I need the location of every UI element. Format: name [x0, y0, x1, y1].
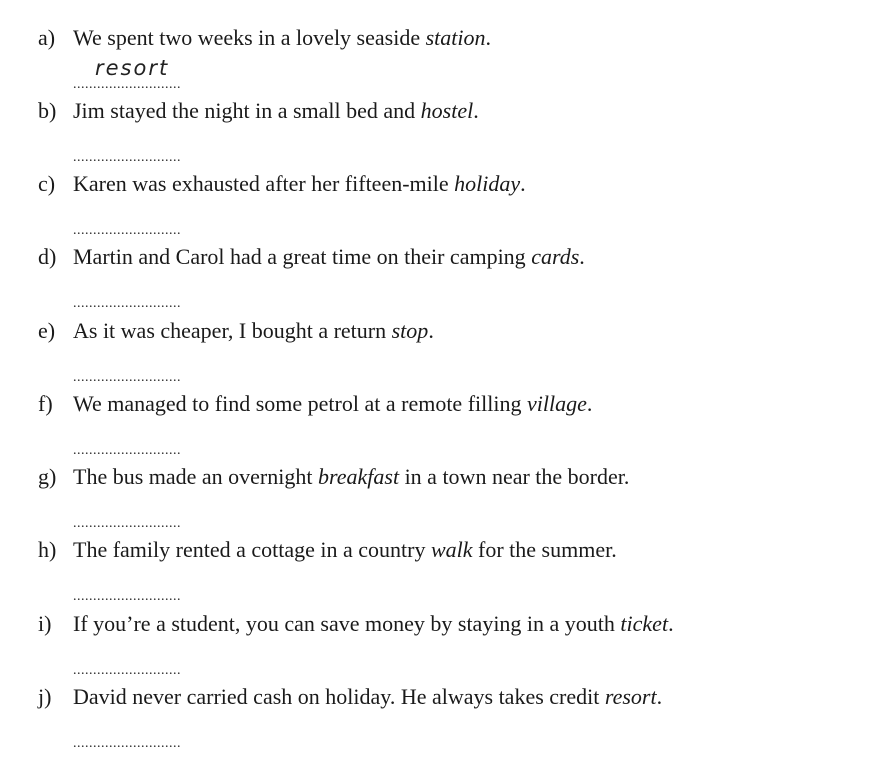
dotted-line: ........................... [73, 443, 181, 458]
item-letter: b) [38, 98, 57, 123]
sentence-row [38, 388, 858, 420]
sentence-before: We spent two weeks in a lovely seaside [73, 25, 426, 50]
sentence-row [38, 168, 858, 200]
exercise-item-g [38, 461, 858, 531]
answer-line[interactable] [73, 648, 243, 678]
incorrect-word: cards [531, 244, 580, 269]
dotted-line: ........................... [73, 223, 181, 238]
sentence-row [38, 241, 858, 273]
sentence-after: . [428, 318, 434, 343]
exercise-item-a [38, 22, 858, 92]
sentence-before: If you’re a student, you can save money by staying in a youth [73, 611, 621, 636]
answer-line[interactable] [73, 56, 243, 92]
sentence-before: Martin and Carol had a great time on their camping [73, 244, 532, 269]
answer-line[interactable] [73, 574, 243, 604]
answer-line[interactable] [73, 281, 243, 311]
incorrect-word: stop [391, 318, 429, 343]
sentence-after: . [473, 98, 479, 123]
dotted-line: ........................... [73, 663, 181, 678]
sentence-after: for the summer. [472, 537, 617, 562]
dotted-line: ........................... [73, 516, 181, 531]
incorrect-word: breakfast [318, 464, 400, 489]
exercise-item-b [38, 95, 858, 165]
sentence-row [38, 608, 858, 640]
item-letter: j) [38, 684, 52, 709]
answer-line[interactable] [73, 208, 243, 238]
exercise-item-i [38, 608, 858, 678]
sentence-row [38, 22, 858, 54]
item-letter: i) [38, 611, 52, 636]
sentence-after: . [586, 391, 593, 416]
sentence-after: . [520, 171, 526, 196]
answer-line[interactable] [73, 721, 243, 751]
sentence-text [73, 681, 662, 713]
sentence-text [73, 241, 585, 273]
item-letter: a) [38, 25, 56, 50]
incorrect-word: ticket [620, 611, 669, 636]
exercise-item-h [38, 534, 858, 604]
item-letter: f) [38, 391, 53, 416]
handwritten-answer: resort [95, 56, 170, 80]
sentence-before: Jim stayed the night in a small bed and [73, 98, 421, 123]
sentence-text [73, 608, 674, 640]
incorrect-word: holiday [454, 171, 521, 196]
exercise-item-d [38, 241, 858, 311]
answer-line[interactable] [73, 501, 243, 531]
answer-line[interactable] [73, 135, 243, 165]
sentence-before: We managed to find some petrol at a remote filling [73, 391, 527, 416]
sentence-text [73, 534, 617, 566]
sentence-row [38, 534, 858, 566]
incorrect-word: village [526, 391, 587, 416]
dotted-line: ........................... [73, 370, 181, 385]
dotted-line: ........................... [73, 589, 181, 604]
incorrect-word: hostel [420, 98, 474, 123]
item-letter: d) [38, 244, 57, 269]
sentence-before: The family rented a cottage in a country [73, 537, 431, 562]
answer-line[interactable] [73, 428, 243, 458]
exercise-item-j [38, 681, 858, 751]
sentence-before: David never carried cash on holiday. He always takes credit [73, 684, 605, 709]
incorrect-word: walk [430, 537, 473, 562]
dotted-line: ........................... [73, 77, 181, 92]
sentence-after: . [656, 684, 663, 709]
sentence-before: Karen was exhausted after her fifteen-mile [73, 171, 455, 196]
sentence-before: As it was cheaper, I bought a return [73, 318, 392, 343]
item-letter: e) [38, 318, 56, 343]
dotted-line: ........................... [73, 296, 181, 311]
sentence-text [73, 461, 629, 493]
sentence-text [73, 315, 434, 347]
sentence-row [38, 95, 858, 127]
sentence-after: in a town near the border. [399, 464, 630, 489]
item-letter: c) [38, 171, 56, 196]
item-letter: h) [38, 537, 57, 562]
sentence-after: . [668, 611, 674, 636]
sentence-row [38, 461, 858, 493]
sentence-after: . [579, 244, 585, 269]
sentence-text [73, 388, 592, 420]
sentence-after: . [485, 25, 491, 50]
answer-line[interactable] [73, 355, 243, 385]
exercise-item-e [38, 315, 858, 385]
exercise-item-c [38, 168, 858, 238]
sentence-text [73, 95, 479, 127]
item-letter: g) [38, 464, 57, 489]
dotted-line: ........................... [73, 736, 181, 751]
incorrect-word: resort [604, 684, 657, 709]
sentence-row [38, 315, 858, 347]
sentence-row [38, 681, 858, 713]
exercise-item-f [38, 388, 858, 458]
incorrect-word: station [425, 25, 486, 50]
sentence-text [73, 22, 491, 54]
dotted-line: ........................... [73, 150, 181, 165]
sentence-text [73, 168, 526, 200]
sentence-before: The bus made an overnight [73, 464, 318, 489]
